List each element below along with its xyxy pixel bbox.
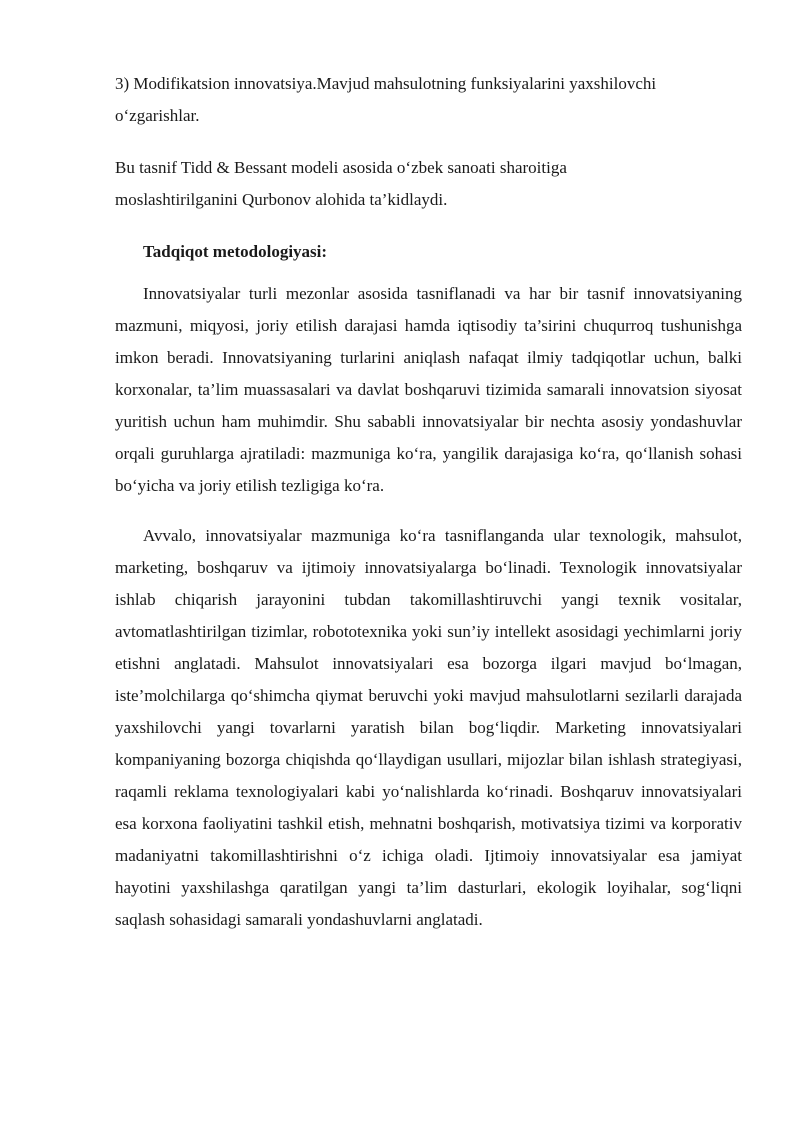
source-note-line-1: Bu tasnif Tidd & Bessant modeli asosida o‘zbek sanoati sharoitiga	[115, 158, 567, 177]
paragraph-content-types: Avvalo, innovatsiyalar mazmuniga ko‘ra tasniflanganda ular texnologik, mahsulot, marketing, boshqaruv va ijtimoiy innovatsiyalarga bo‘linadi. Texnologik innovatsiyalar ishlab chiqarish jarayonini tubdan takomillashtiruvchi yangi texnik vositalar, avtomatlashtirilgan tizimlar, robototexnika yoki sun’iy intellekt asosidagi yechimlarni joriy etishni anglatadi. Mahsulot innovatsiyalari esa bozorga ilgari mavjud bo‘lmagan, iste’molchilarga qo‘shimcha qiymat beruvchi yoki mavjud mahsulotlarni sezilarli darajada yaxshilovchi yangi tovarlarni yaratish bilan bog‘liqdir. Marketing innovatsiyalari kompaniyaning bozorga chiqishda qo‘llaydigan usullari, mijozlar bilan ishlash strategiyasi, raqamli reklama texnologiyalari kabi yo‘nalishlarda ko‘rinadi. Boshqaruv innovatsiyalari esa korxona faoliyatini tashkil etish, mehnatni boshqarish, motivatsiya tizimi va korporativ madaniyatni takomillashtirishni o‘z ichiga oladi. Ijtimoiy innovatsiyalar esa jamiyat hayotini yaxshilashga qaratilgan yangi ta’lim dasturlari, ekologik loyihalar, sog‘liqni saqlash sohasidagi samarali yondashuvlarni anglatadi.	[115, 526, 742, 929]
list-item-modification	[115, 68, 742, 132]
section-heading: Tadqiqot metodologiyasi:	[143, 242, 328, 261]
list-item-line-1: 3) Modifikatsion innovatsiya.Mavjud mahsulotning funksiyalarini yaxshilovchi	[115, 74, 657, 93]
paragraph-classification: Innovatsiyalar turli mezonlar asosida tasniflanadi va har bir tasnif innovatsiyaning mazmuni, miqyosi, joriy etilish darajasi hamda iqtisodiy ta’sirini chuqurroq tushunishga imkon beradi. Innovatsiyaning turlarini aniqlash nafaqat ilmiy tadqiqotlar uchun, balki korxonalar, ta’lim muassasalari va davlat boshqaruvi tizimida samarali innovatsion siyosat yuritish uchun ham muhimdir. Shu sababli innovatsiyalar bir nechta asosiy yondashuvlar orqali guruhlarga ajratiladi: mazmuniga ko‘ra, yangilik darajasiga ko‘ra, qo‘llanish sohasi bo‘yicha va joriy etilish tezligiga ko‘ra.	[115, 284, 742, 495]
list-item-line-2: o‘zgarishlar.	[115, 106, 200, 125]
source-note	[115, 152, 742, 216]
source-note-line-2: moslashtirilganini Qurbonov alohida ta’kidlaydi.	[115, 190, 448, 209]
document-page	[115, 68, 742, 936]
